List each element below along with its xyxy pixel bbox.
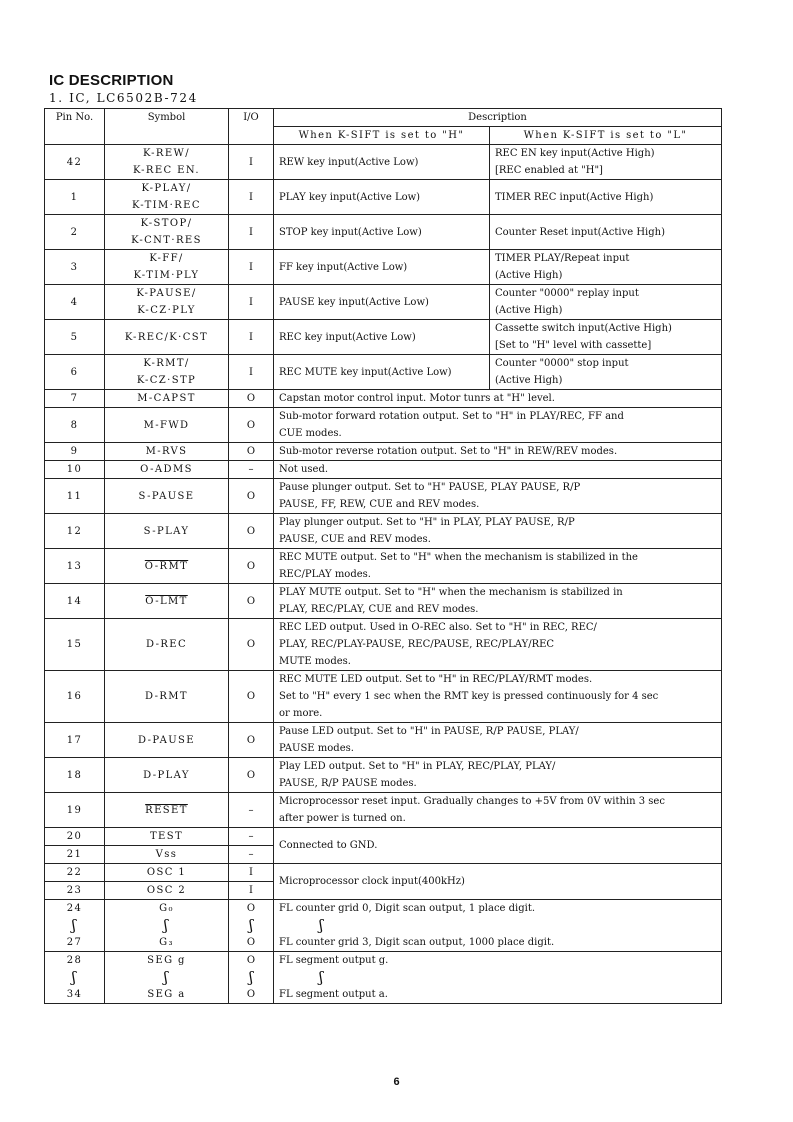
pin-io: –: [229, 793, 274, 828]
desc-line: PAUSE, R/P PAUSE modes.: [279, 778, 417, 789]
pin-symbol: [105, 758, 229, 793]
desc-line: [REC enabled at "H"]: [495, 165, 603, 176]
ic-pin-table: [44, 108, 722, 1004]
pin-io: I: [229, 320, 274, 355]
pin-number: 11: [45, 479, 105, 514]
desc-line: PAUSE, FF, REW, CUE and REV modes.: [279, 499, 480, 510]
table-row: [45, 320, 722, 355]
desc-line: (Active High): [495, 375, 563, 386]
desc-line: [Set to "H" level with cassette]: [495, 340, 652, 351]
header-pin-no: Pin No.: [45, 109, 105, 145]
desc-line: Counter "0000" stop input: [495, 358, 629, 369]
pin-symbol: [105, 390, 229, 408]
pin-number: 22: [45, 864, 105, 882]
pin-number: 2: [45, 215, 105, 250]
range-mark: ʃ: [71, 968, 78, 986]
table-row: [45, 549, 722, 584]
pin-io: O: [229, 671, 274, 723]
table-row: [45, 793, 722, 828]
desc-when-l: [490, 180, 722, 215]
pin-symbol: [105, 793, 229, 828]
symbol-text: O-ADMS: [140, 464, 193, 475]
range-start: O: [246, 955, 256, 966]
symbol-line: K-CNT·RES: [131, 235, 202, 246]
pin-symbol: [105, 723, 229, 758]
desc-line: PAUSE modes.: [279, 743, 354, 754]
symbol-text: M-CAPST: [137, 393, 196, 404]
pin-io: I: [229, 285, 274, 320]
pin-io: O: [229, 443, 274, 461]
pin-description: [274, 390, 722, 408]
pin-symbol: OSC 2: [105, 882, 229, 900]
pin-io: I: [229, 355, 274, 390]
pin-io: –: [229, 461, 274, 479]
range-mark: ʃ: [248, 968, 254, 986]
pin-symbol: [105, 619, 229, 671]
table-row: [45, 828, 722, 846]
range-start: G₀: [159, 903, 174, 914]
symbol-line: K-REC/K·CST: [124, 331, 209, 343]
table-row: [45, 355, 722, 390]
pin-number: 20: [45, 828, 105, 846]
range-end: FL segment output a.: [279, 989, 388, 1000]
desc-line: TIMER PLAY/Repeat input: [495, 253, 630, 264]
pin-description: [274, 619, 722, 671]
range-end: 34: [66, 989, 83, 1000]
table-row: [45, 723, 722, 758]
table-row: [45, 408, 722, 443]
pin-description: [274, 514, 722, 549]
pin-io: O: [229, 514, 274, 549]
pin-number: 1: [45, 180, 105, 215]
table-row: [45, 514, 722, 549]
range-mark: ʃ: [319, 968, 324, 986]
pin-description: [274, 723, 722, 758]
page-number: 6: [393, 1076, 400, 1088]
symbol-text: RESET: [145, 804, 188, 816]
pin-description: [274, 479, 722, 514]
range-end: SEG a: [147, 989, 186, 1000]
symbol-line: K-FF/: [149, 253, 184, 264]
desc-line: PLAY MUTE output. Set to "H" when the mechanism is stabilized in: [279, 587, 623, 598]
symbol-text: M-FWD: [143, 419, 190, 431]
pin-symbol: [105, 320, 229, 355]
symbol-line: K-CZ·PLY: [137, 305, 196, 316]
pin-number: 8: [45, 408, 105, 443]
table-row: [45, 390, 722, 408]
range-end: O: [246, 989, 256, 1000]
desc-line: Counter Reset input(Active High): [495, 226, 665, 238]
desc-line: REC MUTE output. Set to "H" when the mechanism is stabilized in the: [279, 552, 638, 563]
symbol-text: S-PLAY: [143, 525, 190, 537]
pin-number: 17: [45, 723, 105, 758]
desc-line: (Active High): [495, 305, 563, 316]
desc-when-l: [490, 320, 722, 355]
pin-io: O: [229, 619, 274, 671]
pin-description: [274, 758, 722, 793]
pin-range: [45, 952, 105, 1004]
pin-io: I: [229, 145, 274, 180]
symbol-text: O-LMT: [145, 595, 188, 607]
table-header-row: [45, 109, 722, 127]
pin-io: I: [229, 180, 274, 215]
pin-number: 42: [45, 145, 105, 180]
symbol-line: K-TIM·REC: [132, 200, 201, 211]
range-start: 24: [66, 903, 83, 914]
desc-line: Play plunger output. Set to "H" in PLAY, PLAY PAUSE, R/P: [279, 517, 575, 528]
pin-symbol: [105, 584, 229, 619]
range-start: FL counter grid 0, Digit scan output, 1 place digit.: [279, 903, 536, 914]
pin-symbol: [105, 355, 229, 390]
pin-io: –: [229, 828, 274, 846]
table-row: [45, 285, 722, 320]
desc-when-h: REC key input(Active Low): [274, 320, 490, 355]
desc-line: REC LED output. Used in O-REC also. Set to "H" in REC, REC/: [279, 622, 597, 633]
range-mark: ʃ: [248, 916, 254, 934]
pin-io: O: [229, 549, 274, 584]
pin-number: 10: [45, 461, 105, 479]
pin-number: 13: [45, 549, 105, 584]
desc-line: MUTE modes.: [279, 656, 351, 667]
pin-number: 12: [45, 514, 105, 549]
io-range: [229, 900, 274, 952]
pin-number: 3: [45, 250, 105, 285]
table-row: [45, 864, 722, 882]
pin-symbol: [105, 408, 229, 443]
desc-line: TIMER REC input(Active High): [495, 191, 654, 203]
subheader-when-l: When K-SIFT is set to "L": [490, 127, 722, 145]
range-mark: ʃ: [163, 968, 170, 986]
pin-symbol: [105, 461, 229, 479]
desc-line: Sub-motor reverse rotation output. Set to "H" in REW/REV modes.: [279, 446, 618, 457]
table-row: [45, 215, 722, 250]
pin-number: 6: [45, 355, 105, 390]
range-start: 28: [66, 955, 83, 966]
desc-when-h: FF key input(Active Low): [274, 250, 490, 285]
pin-number: 16: [45, 671, 105, 723]
table-row: [45, 443, 722, 461]
range-mark: ʃ: [71, 916, 78, 934]
symbol-text: D-PAUSE: [138, 734, 195, 746]
page-heading: IC DESCRIPTION: [49, 72, 174, 89]
pin-io: O: [229, 723, 274, 758]
io-range: [229, 952, 274, 1004]
pin-symbol: [105, 180, 229, 215]
header-symbol: Symbol: [105, 109, 229, 145]
pin-number: 18: [45, 758, 105, 793]
pin-symbol: [105, 549, 229, 584]
table-row: [45, 479, 722, 514]
symbol-line: K-RMT/: [143, 358, 190, 369]
pin-number: 19: [45, 793, 105, 828]
pin-io: I: [229, 215, 274, 250]
pin-symbol: [105, 215, 229, 250]
desc-line: Sub-motor forward rotation output. Set to "H" in PLAY/REC, FF and: [279, 411, 624, 422]
range-start: O: [246, 903, 256, 914]
symbol-text: D-PLAY: [143, 769, 190, 781]
table-row: [45, 952, 722, 1004]
symbol-line: K-REW/: [143, 148, 190, 159]
range-mark: ʃ: [163, 916, 170, 934]
pin-io: O: [229, 758, 274, 793]
pin-symbol: Vss: [105, 846, 229, 864]
desc-line: Microprocessor reset input. Gradually changes to +5V from 0V within 3 sec: [279, 796, 665, 807]
desc-line: Capstan motor control input. Motor tunrs at "H" level.: [279, 393, 555, 404]
pin-description: [274, 584, 722, 619]
pin-number: 5: [45, 320, 105, 355]
desc-line: (Active High): [495, 270, 563, 281]
desc-line: after power is turned on.: [279, 813, 406, 824]
description-range: [274, 952, 722, 1004]
pin-number: 4: [45, 285, 105, 320]
table-row: [45, 900, 722, 952]
table-row: [45, 180, 722, 215]
range-end: O: [246, 937, 256, 948]
pin-io: I: [229, 250, 274, 285]
desc-when-h: REC MUTE key input(Active Low): [274, 355, 490, 390]
pin-description: [274, 793, 722, 828]
desc-line: Play LED output. Set to "H" in PLAY, REC/PLAY, PLAY/: [279, 761, 556, 772]
table-row: [45, 584, 722, 619]
pin-io: I: [229, 864, 274, 882]
symbol-line: K-STOP/: [140, 218, 193, 229]
pin-description: Connected to GND.: [274, 828, 722, 864]
pin-description: [274, 443, 722, 461]
pin-symbol: [105, 671, 229, 723]
pin-io: I: [229, 882, 274, 900]
desc-when-h: PAUSE key input(Active Low): [274, 285, 490, 320]
pin-description: [274, 461, 722, 479]
symbol-text: S-PAUSE: [138, 490, 195, 502]
desc-when-h: STOP key input(Active Low): [274, 215, 490, 250]
pin-number: 7: [45, 390, 105, 408]
range-mark: ʃ: [319, 916, 324, 934]
pin-symbol: [105, 285, 229, 320]
pin-number: 14: [45, 584, 105, 619]
symbol-line: K-PAUSE/: [136, 288, 197, 299]
desc-when-l: [490, 355, 722, 390]
range-end: G₃: [159, 937, 174, 948]
subheader-when-h: When K-SIFT is set to "H": [274, 127, 490, 145]
symbol-range: [105, 900, 229, 952]
desc-line: Cassette switch input(Active High): [495, 323, 672, 334]
range-end: 27: [66, 937, 83, 948]
pin-range: [45, 900, 105, 952]
pin-io: –: [229, 846, 274, 864]
table-row: [45, 671, 722, 723]
pin-description: [274, 408, 722, 443]
table-row: [45, 758, 722, 793]
table-row: [45, 461, 722, 479]
header-io: I/O: [229, 109, 274, 145]
pin-description: [274, 549, 722, 584]
header-description: Description: [274, 109, 722, 127]
pin-symbol: [105, 514, 229, 549]
desc-when-l: [490, 285, 722, 320]
desc-line: Not used.: [279, 464, 329, 475]
table-row: [45, 250, 722, 285]
desc-line: Pause plunger output. Set to "H" PAUSE, PLAY PAUSE, R/P: [279, 482, 581, 493]
pin-description: [274, 671, 722, 723]
range-start: SEG g: [147, 955, 186, 966]
desc-line: PLAY, REC/PLAY, CUE and REV modes.: [279, 604, 479, 615]
desc-when-l: [490, 250, 722, 285]
pin-description: Microprocessor clock input(400kHz): [274, 864, 722, 900]
desc-when-h: REW key input(Active Low): [274, 145, 490, 180]
symbol-text: D-REC: [145, 639, 188, 650]
range-end: FL counter grid 3, Digit scan output, 1000 place digit.: [279, 937, 555, 948]
pin-symbol: TEST: [105, 828, 229, 846]
desc-line: PLAY, REC/PLAY-PAUSE, REC/PAUSE, REC/PLAY/REC: [279, 639, 555, 650]
desc-line: Counter "0000" replay input: [495, 288, 639, 299]
table-row: [45, 619, 722, 671]
pin-io: O: [229, 408, 274, 443]
symbol-line: K-PLAY/: [141, 183, 192, 194]
symbol-line: K-REC EN.: [133, 165, 200, 176]
pin-number: 15: [45, 619, 105, 671]
desc-line: CUE modes.: [279, 428, 342, 439]
desc-line: Set to "H" every 1 sec when the RMT key is pressed continuously for 4 sec: [279, 691, 659, 702]
desc-line: REC MUTE LED output. Set to "H" in REC/PLAY/RMT modes.: [279, 674, 593, 685]
desc-line: REC EN key input(Active High): [495, 148, 655, 159]
table-row: [45, 145, 722, 180]
desc-when-h: PLAY key input(Active Low): [274, 180, 490, 215]
pin-number: 23: [45, 882, 105, 900]
pin-io: O: [229, 390, 274, 408]
desc-line: PAUSE, CUE and REV modes.: [279, 534, 431, 545]
desc-line: Pause LED output. Set to "H" in PAUSE, R/P PAUSE, PLAY/: [279, 726, 579, 737]
symbol-text: O-RMT: [144, 560, 189, 572]
symbol-text: D-RMT: [144, 691, 189, 702]
desc-line: or more.: [279, 708, 323, 719]
pin-symbol: [105, 145, 229, 180]
symbol-line: K-CZ·STP: [136, 375, 197, 386]
desc-when-l: [490, 215, 722, 250]
symbol-range: [105, 952, 229, 1004]
pin-symbol: [105, 443, 229, 461]
pin-number: 9: [45, 443, 105, 461]
symbol-line: K-TIM·PLY: [133, 270, 200, 281]
pin-number: 21: [45, 846, 105, 864]
pin-symbol: [105, 250, 229, 285]
desc-line: REC/PLAY modes.: [279, 569, 371, 580]
pin-symbol: [105, 479, 229, 514]
pin-symbol: OSC 1: [105, 864, 229, 882]
desc-when-l: [490, 145, 722, 180]
ic-part-number: 1. IC, LC6502B-724: [49, 91, 198, 105]
range-start: FL segment output g.: [279, 955, 389, 966]
description-range: [274, 900, 722, 952]
pin-io: O: [229, 584, 274, 619]
pin-io: O: [229, 479, 274, 514]
symbol-text: M-RVS: [145, 446, 188, 457]
